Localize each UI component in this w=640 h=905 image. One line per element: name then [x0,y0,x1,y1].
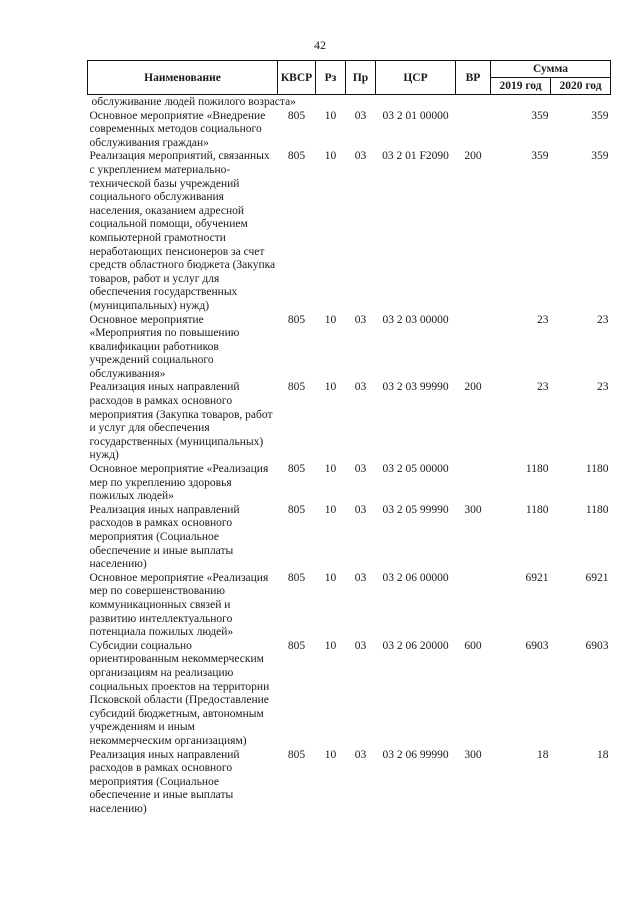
row-vr [456,463,491,504]
row-pr: 03 [354,109,367,122]
page-number: 42 [314,38,326,52]
row-vr [456,314,491,382]
row-csr: 03 2 01 00000 [382,109,449,122]
row-kvsr: 805 [287,109,306,122]
row-name: Основное мероприятие «Реализация мер по совершенствованию коммуникационных связей и развитию интеллектуального потенциала пожилых людей» [89,571,269,639]
row-kvsr: 805 [287,381,306,394]
row-csr: 03 2 06 20000 [382,639,449,652]
row-sum-2019: 1180 [525,463,549,476]
row-name: Реализация иных направлений расходов в рамках основного мероприятия (Социальное обеспечение и иные выплаты населению) [89,503,240,571]
row-name: Реализация мероприятий, связанных с укреплением материально-технической базы учреждений социального обслуживания населения, оказанием адресной социальной помощи, обучением компьютерной грамотности неработающих пенсионеров за счет средств областного бюджета (Закупка товаров, работ и услуг для обеспечения государственных (муниципальных) нужд) [89,150,276,312]
row-rz: 10 [324,639,337,652]
row-pr: 03 [354,150,367,163]
budget-table [87,60,611,816]
row-sum-2020: 23 [597,381,609,394]
row-name: Основное мероприятие «Внедрение современных методов социального обслуживания граждан» [89,109,266,149]
header-kvsr: КВСР [278,61,316,95]
continuation-text: обслуживание людей пожилого возраста» [91,96,296,108]
row-kvsr: 805 [287,639,306,652]
row-csr: 03 2 05 99990 [382,503,449,516]
table-row [88,504,611,572]
row-vr: 200 [464,381,482,394]
row-rz: 10 [324,313,337,326]
row-name: Реализация иных направлений расходов в рамках основного мероприятия (Закупка товаров, работ и услуг для обеспечения государственных (муниципальных) нужд) [89,381,273,462]
row-kvsr: 805 [287,150,306,163]
row-pr: 03 [354,639,367,652]
row-name: Реализация иных направлений расходов в рамках основного мероприятия (Социальное обеспечение и иные выплаты населению) [89,748,240,815]
row-vr: 200 [464,150,482,163]
row-sum-2019: 359 [531,150,549,163]
header-2020: 2020 год [551,78,611,95]
row-rz: 10 [324,381,337,394]
table-row [88,640,611,749]
row-kvsr: 805 [287,503,306,516]
row-rz: 10 [324,748,337,761]
row-sum-2020: 1180 [585,463,609,476]
row-csr: 03 2 03 99990 [382,381,449,394]
header-name: Наименование [88,61,278,95]
row-sum-2019: 6903 [525,639,549,652]
header-pr: Пр [346,61,376,95]
table-row [88,749,611,817]
row-sum-2019: 23 [537,381,549,394]
row-sum-2020: 23 [597,313,609,326]
row-csr: 03 2 06 99990 [382,748,449,761]
row-vr [456,572,491,640]
row-sum-2020: 359 [591,150,609,163]
table-row [88,572,611,640]
row-kvsr: 805 [287,748,306,761]
row-rz: 10 [324,109,337,122]
row-sum-2020: 6903 [585,639,609,652]
row-sum-2019: 1180 [525,503,549,516]
table-row [88,150,611,313]
row-name: Основное мероприятие «Мероприятия по повышению квалификации работников учреждений социального обслуживания» [89,313,240,380]
row-sum-2019: 18 [537,748,549,761]
row-kvsr: 805 [287,571,306,584]
row-rz: 10 [324,150,337,163]
row-kvsr: 805 [287,463,306,476]
row-vr [456,110,491,151]
row-pr: 03 [354,748,367,761]
row-rz: 10 [324,463,337,476]
row-csr: 03 2 05 00000 [382,463,449,476]
row-csr: 03 2 03 00000 [382,313,449,326]
row-kvsr: 805 [287,313,306,326]
header-rz: Рз [316,61,346,95]
row-name: Субсидии социально ориентированным некоммерческим организациям на реализацию социальных проектов на территории Псковской области (Предоставление субсидий бюджетным, автономным учреждениям и иным некоммерческим организациям) [89,639,270,747]
row-vr: 300 [464,748,482,761]
row-pr: 03 [354,313,367,326]
row-sum-2019: 23 [537,313,549,326]
row-pr: 03 [354,463,367,476]
row-rz: 10 [324,571,337,584]
row-pr: 03 [354,571,367,584]
header-vr: ВР [456,61,491,95]
row-sum-2020: 6921 [585,571,609,584]
header-csr: ЦСР [376,61,456,95]
table-row [88,314,611,382]
row-pr: 03 [354,503,367,516]
row-pr: 03 [354,381,367,394]
row-sum-2019: 359 [531,109,549,122]
row-vr: 600 [464,639,482,652]
row-rz: 10 [324,503,337,516]
row-csr: 03 2 01 F2090 [382,150,449,163]
row-vr: 300 [464,503,482,516]
row-sum-2019: 6921 [525,571,549,584]
header-sum: Сумма [491,61,611,78]
row-name: Основное мероприятие «Реализация мер по укреплению здоровья пожилых людей» [89,463,269,503]
row-sum-2020: 18 [597,748,609,761]
table-row [88,463,611,504]
row-sum-2020: 359 [591,109,609,122]
row-sum-2020: 1180 [585,503,609,516]
table-row [88,381,611,463]
header-2019: 2019 год [491,78,551,95]
continuation-row [88,95,611,110]
row-csr: 03 2 06 00000 [382,571,449,584]
table-row [88,110,611,151]
